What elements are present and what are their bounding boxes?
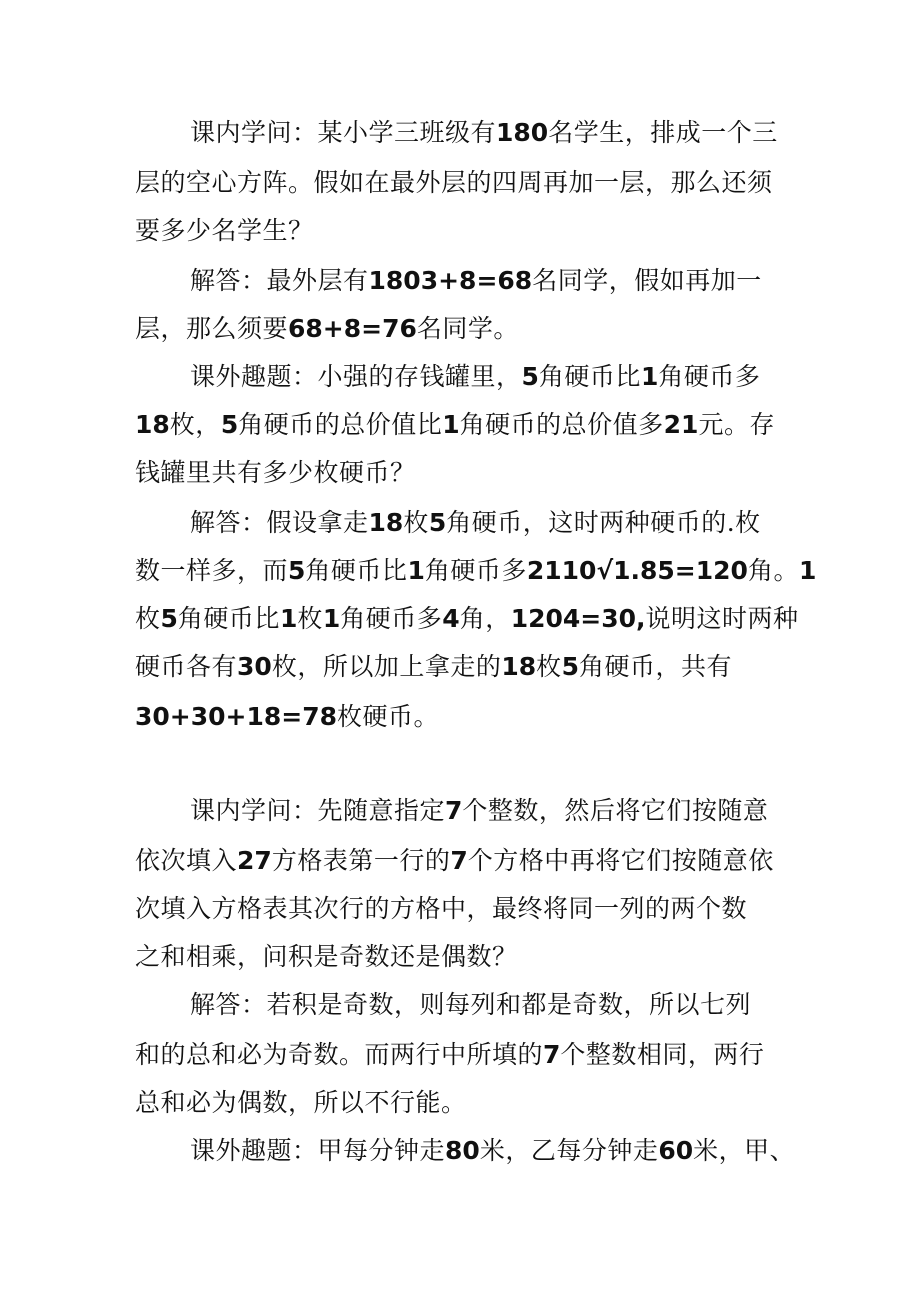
body-text: 个方格中再将它们按随意依 [467, 846, 774, 875]
paragraph-line [190, 118, 778, 148]
bold-number-text: 5 [561, 652, 580, 681]
paragraph-line [135, 1040, 764, 1070]
paragraph-line [135, 942, 518, 972]
body-text: 枚，所以加上拿走的 [271, 652, 502, 681]
paragraph-line [190, 508, 761, 538]
body-text: 硬币各有 [135, 652, 238, 681]
bold-number-text: 60 [658, 1136, 694, 1165]
body-text: 个整数相同，两行 [560, 1040, 765, 1069]
bold-number-text: 2110√1.85=120 [526, 556, 748, 585]
body-text: 角硬币多 [658, 362, 761, 391]
body-text: 课外趣题：甲每分钟走 [190, 1136, 446, 1165]
bold-number-text: 1803+8=68 [368, 266, 533, 295]
body-text: 解答：假设拿走 [190, 508, 369, 537]
body-text: 方格表第一行的 [271, 846, 451, 875]
body-text: 枚， [169, 410, 221, 439]
body-text: 个整数，然后将它们按随意 [462, 796, 769, 825]
paragraph-line [135, 458, 416, 488]
paragraph-line [190, 362, 760, 392]
body-text: 总和必为偶数，所以不行能。 [135, 1088, 467, 1117]
bold-number-text: 1 [407, 556, 425, 585]
paragraph-line [190, 266, 762, 296]
bold-number-text: 4 [442, 604, 460, 633]
body-text: 枚硬币。 [337, 702, 440, 731]
body-text: 角硬币多 [424, 556, 527, 585]
body-text: 名学生，排成一个三 [548, 118, 778, 147]
paragraph-line [135, 1088, 467, 1118]
body-text: 角， [459, 604, 511, 633]
body-text: 角硬币比 [177, 604, 280, 633]
paragraph-line [135, 652, 732, 682]
body-text: 要多少名学生？ [135, 216, 314, 245]
bold-number-text: 180 [496, 118, 549, 147]
body-text: 元。存 [698, 410, 775, 439]
paragraph-line [135, 168, 773, 198]
body-text: 角硬币多 [340, 604, 443, 633]
bold-number-text: 18 [368, 508, 404, 537]
bold-number-text: 18 [501, 652, 537, 681]
body-text: 角硬币比 [305, 556, 408, 585]
bold-number-text: 18 [135, 410, 170, 439]
body-text: 枚 [135, 604, 161, 633]
body-text: 解答：最外层有 [190, 266, 369, 295]
body-text: 角硬币的总价值比 [238, 410, 443, 439]
body-text: 层，那么须要 [135, 314, 289, 343]
body-text: 角硬币比 [538, 362, 641, 391]
bold-number-text: 7 [445, 796, 463, 825]
paragraph-line [190, 796, 768, 826]
body-text: 次填入方格表其次行的方格中，最终将同一列的两个数 [135, 894, 748, 923]
body-text: 角硬币，共有 [579, 652, 733, 681]
paragraph-line [135, 894, 747, 924]
bold-number-text: 1 [640, 362, 659, 391]
paragraph-line [190, 1136, 795, 1166]
body-text: 课内学问：某小学三班级有 [190, 118, 497, 147]
bold-number-text: 21 [663, 410, 699, 439]
body-text: 课外趣题：小强的存钱罐里， [190, 362, 522, 391]
body-text: 枚 [403, 508, 429, 537]
bold-number-text: 5 [220, 410, 239, 439]
bold-number-text: 5 [288, 556, 306, 585]
body-text: 数一样多，而 [135, 556, 289, 585]
bold-number-text: 68+8=76 [288, 314, 417, 343]
bold-number-text: 80 [445, 1136, 480, 1165]
paragraph-line [135, 216, 314, 246]
body-text: 钱罐里共有多少枚硬币？ [135, 458, 416, 487]
paragraph-line [135, 410, 775, 440]
body-text: 枚 [297, 604, 323, 633]
paragraph-line [135, 556, 816, 586]
body-text: 角硬币，这时两种硬币的.枚 [446, 508, 761, 537]
bold-number-text: 30 [237, 652, 272, 681]
paragraph-line [190, 990, 751, 1020]
bold-number-text: 5 [521, 362, 539, 391]
bold-number-text: 30+30+18=78 [135, 702, 338, 731]
bold-number-text: 1 [798, 556, 817, 585]
bold-number-text: 5 [160, 604, 178, 633]
body-text: 枚 [536, 652, 562, 681]
body-text: 依次填入 [135, 846, 238, 875]
bold-number-text: 1 [442, 410, 460, 439]
body-text: 米，乙每分钟走 [479, 1136, 659, 1165]
bold-number-text: 7 [543, 1040, 561, 1069]
body-text: 课内学问：先随意指定 [190, 796, 446, 825]
bold-number-text: 27 [237, 846, 272, 875]
bold-number-text: 1 [322, 604, 341, 633]
paragraph-line [135, 846, 774, 876]
bold-number-text: 7 [450, 846, 468, 875]
body-text: 和的总和必为奇数。而两行中所填的 [135, 1040, 544, 1069]
body-text: 层的空心方阵。假如在最外层的四周再加一层，那么还须 [135, 168, 773, 197]
bold-number-text: 1204=30, [510, 604, 646, 633]
body-text: 米，甲、 [693, 1136, 796, 1165]
bold-number-text: 5 [428, 508, 447, 537]
paragraph-line [135, 702, 439, 732]
body-text: 角硬币的总价值多 [459, 410, 664, 439]
paragraph-line [135, 604, 799, 634]
bold-number-text: 1 [279, 604, 298, 633]
body-text: 之和相乘，问积是奇数还是偶数？ [135, 942, 518, 971]
body-text: 名同学，假如再加一 [532, 266, 762, 295]
body-text: 角。 [747, 556, 799, 585]
body-text: 解答：若积是奇数，则每列和都是奇数，所以七列 [190, 990, 752, 1019]
body-text: 名同学。 [416, 314, 519, 343]
body-text: 说明这时两种 [645, 604, 799, 633]
paragraph-line [135, 314, 519, 344]
